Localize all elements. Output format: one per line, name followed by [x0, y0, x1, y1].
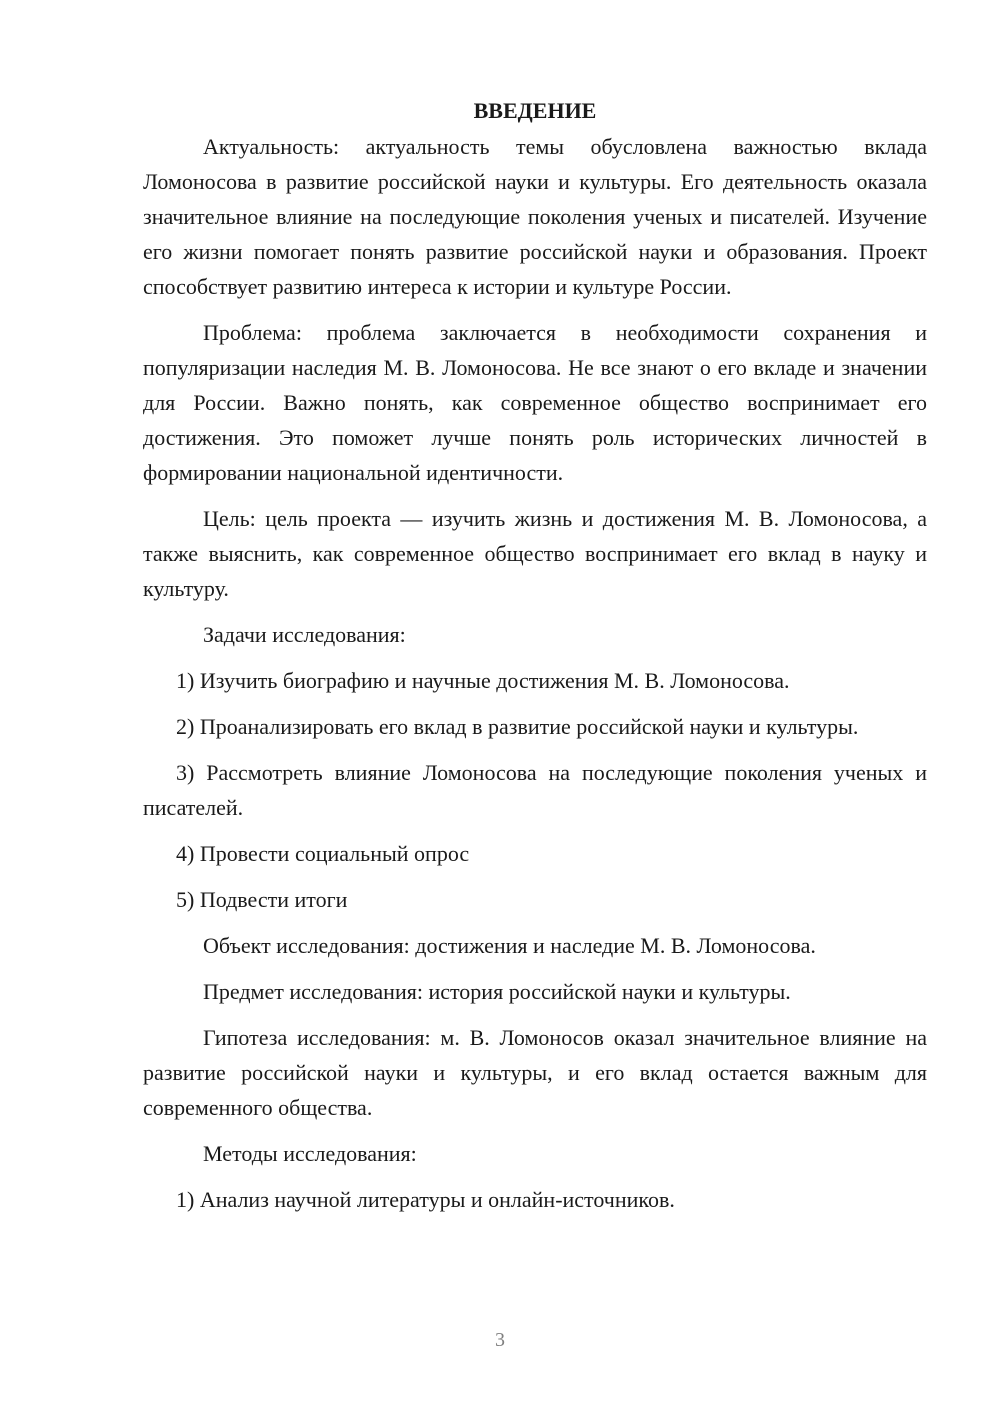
task-item: 4) Провести социальный опрос	[176, 841, 470, 866]
paragraph-problem: Проблема: проблема заключается в необходимости сохранения и популяризации наследия М. В. Ломоносова. Не все знают о его вкладе и значении для России. Важно понять, как современное общество воспринимает его достижения. Это поможет лучше понять роль исторических личностей в формировании национальной идентичности.	[143, 320, 927, 485]
task-item: 1) Изучить биографию и научные достижения М. В. Ломоносова.	[176, 668, 790, 693]
page-title: ВВЕДЕНИЕ	[473, 98, 597, 123]
paragraph-goal: Цель: цель проекта — изучить жизнь и достижения М. В. Ломоносова, а также выяснить, как современное общество воспринимает его вклад в науку и культуру.	[143, 506, 927, 601]
paragraph-relevance: Актуальность: актуальность темы обусловлена важностью вклада Ломоносова в развитие российской науки и культуры. Его деятельность оказала значительное влияние на последующие поколения ученых и писателей. Изучение его жизни помогает понять развитие российской науки и образования. Проект способствует развитию интереса к истории и культуре России.	[143, 134, 927, 299]
paragraph-hypothesis: Гипотеза исследования: м. В. Ломоносов оказал значительное влияние на развитие российской науки и культуры, и его вклад остается важным для современного общества.	[143, 1025, 927, 1120]
tasks-heading: Задачи исследования:	[203, 622, 406, 647]
page-number: 3	[495, 1329, 505, 1351]
paragraph-object: Объект исследования: достижения и наследие М. В. Ломоносова.	[203, 933, 816, 958]
paragraph-subject: Предмет исследования: история российской науки и культуры.	[203, 979, 791, 1004]
document-page	[143, 93, 927, 1228]
method-item: 1) Анализ научной литературы и онлайн-источников.	[176, 1187, 675, 1212]
methods-heading: Методы исследования:	[203, 1141, 417, 1166]
task-item: 3) Рассмотреть влияние Ломоносова на последующие поколения ученых и писателей.	[143, 760, 927, 820]
task-item: 5) Подвести итоги	[176, 887, 348, 912]
task-item: 2) Проанализировать его вклад в развитие российской науки и культуры.	[176, 714, 859, 739]
